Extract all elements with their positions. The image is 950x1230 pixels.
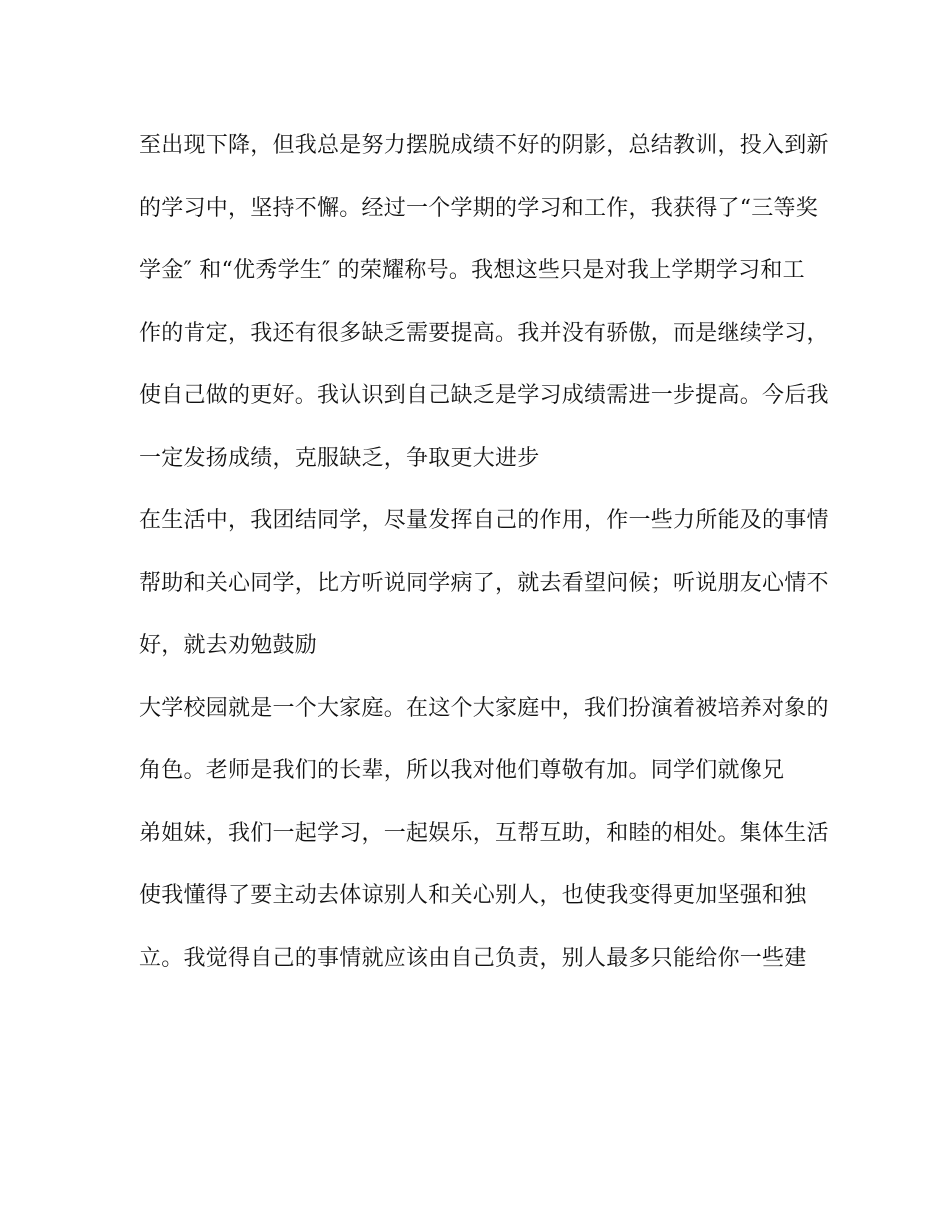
text-line: 使我懂得了要主动去体谅别人和关心别人，也使我变得更加坚强和独: [139, 883, 807, 908]
text-line: 学金″ 和“优秀学生″ 的荣耀称号。我想这些只是对我上学期学习和工: [139, 258, 805, 283]
body-text: [139, 120, 829, 995]
text-line: 在生活中，我团结同学，尽量发挥自己的作用，作一些力所能及的事情: [139, 508, 829, 533]
text-line: 使自己做的更好。我认识到自己缺乏是学习成绩需进一步提高。今后我: [139, 383, 829, 408]
text-line: 一定发扬成绩，克服缺乏，争取更大进步: [139, 445, 540, 471]
text-line: 角色。老师是我们的长辈，所以我对他们尊敬有加。同学们就像兄: [139, 758, 785, 783]
text-line: 弟姐妹，我们一起学习，一起娱乐，互帮互助，和睦的相处。集体生活: [139, 820, 829, 846]
text-line: 的学习中，坚持不懈。经过一个学期的学习和工作，我获得了“三等奖: [139, 195, 818, 221]
text-line: 立。我觉得自己的事情就应该由自己负责，别人最多只能给你一些建: [139, 945, 807, 971]
text-line: 至出现下降，但我总是努力摆脱成绩不好的阴影，总结教训，投入到新: [139, 133, 829, 158]
text-line: 好，就去劝勉鼓励: [139, 633, 318, 658]
text-line: 帮助和关心同学，比方听说同学病了，就去看望问候；听说朋友心情不: [139, 570, 829, 596]
text-line: 大学校园就是一个大家庭。在这个大家庭中，我们扮演着被培养对象的: [139, 695, 829, 721]
text-line: 作的肯定，我还有很多缺乏需要提高。我并没有骄傲，而是继续学习，: [139, 320, 829, 346]
